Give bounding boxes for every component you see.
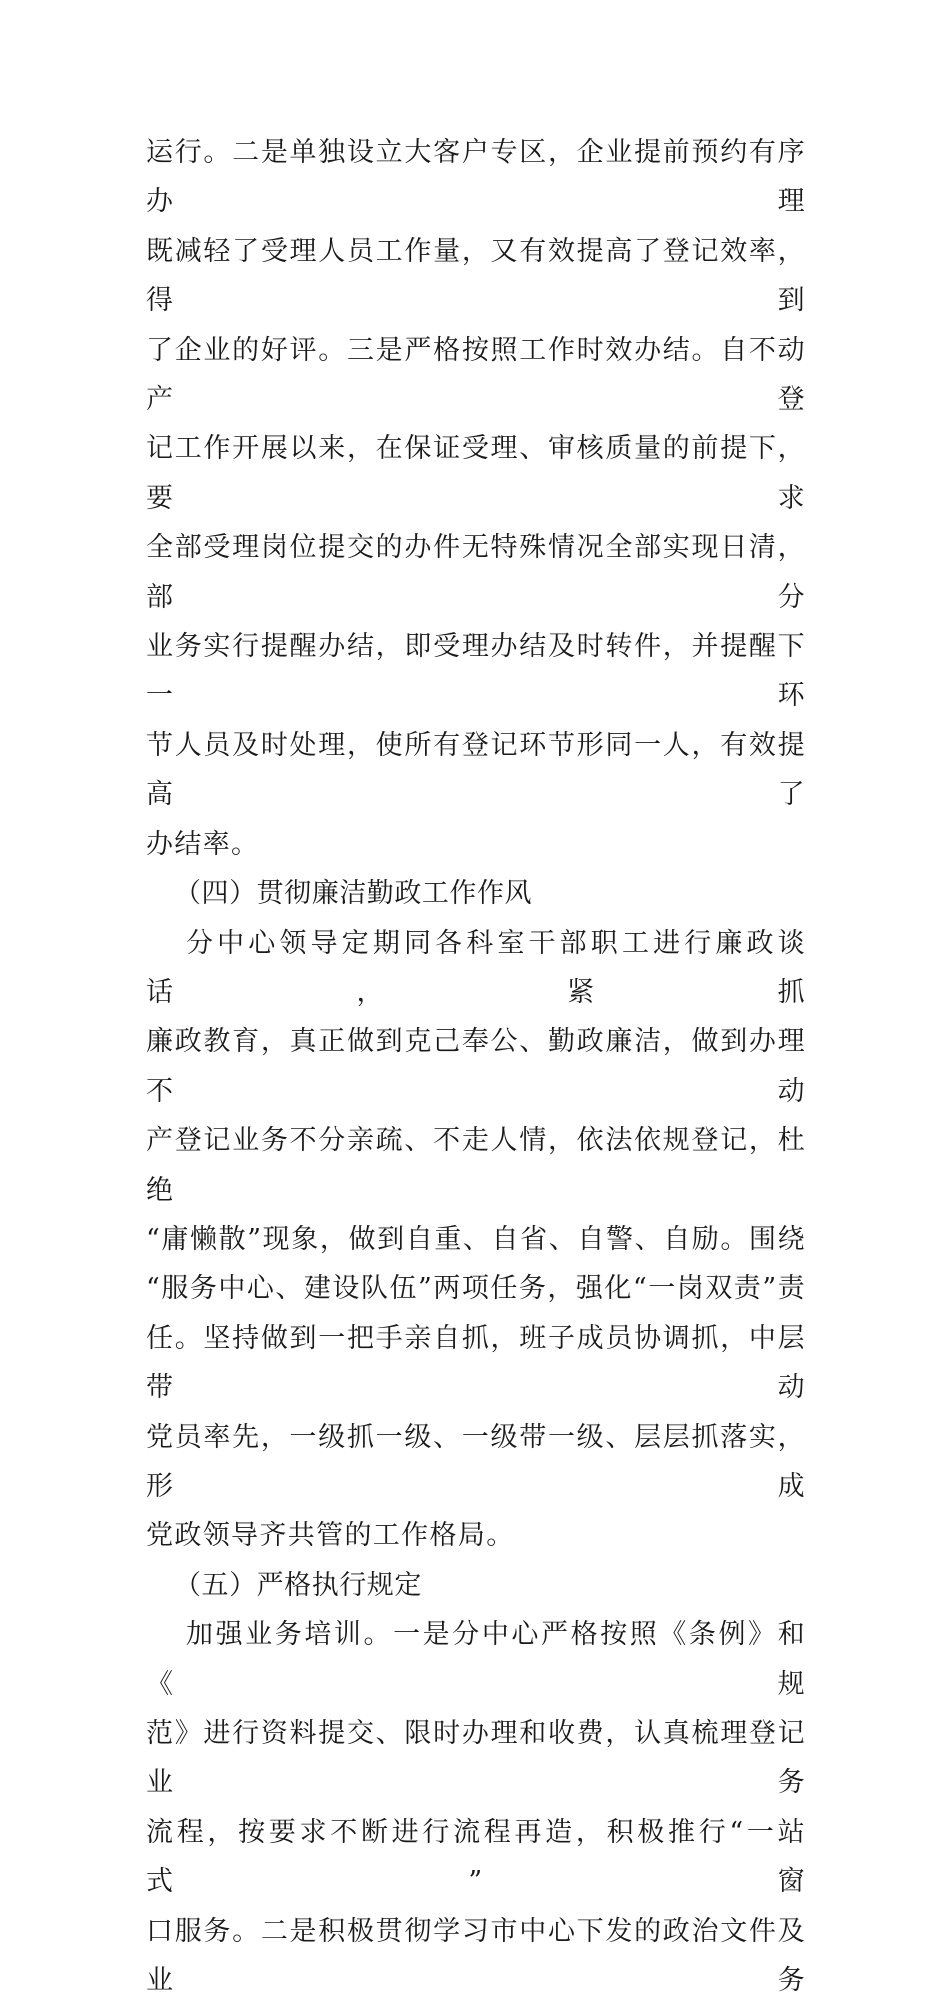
text-line: 廉政教育，真正做到克己奉公、勤政廉洁，做到办理不动: [146, 1026, 806, 1107]
section-heading: （五）严格执行规定: [174, 1569, 422, 1601]
text-line: 既减轻了受理人员工作量，又有效提高了登记效率，得到: [146, 235, 806, 317]
text-line: 流程，按要求不断进行流程再造，积极推行“一站式”窗: [146, 1816, 806, 1898]
text-line: 范》进行资料提交、限时办理和收费，认真梳理登记业务: [146, 1718, 806, 1799]
text-line: 办结率。: [146, 828, 260, 860]
text-line: 全部受理岗位提交的办件无特殊情况全部实现日清，部分: [146, 532, 806, 613]
text-line: 了企业的好评。三是严格按照工作时效办结。自不动产登: [146, 334, 806, 416]
text-line: 业务实行提醒办结，即受理办结及时转件，并提醒下一环: [146, 631, 806, 712]
text-line: 运行。二是单独设立大客户专区，企业提前预约有序办理: [146, 137, 806, 218]
text-line: 节人员及时处理，使所有登记环节形同一人，有效提高了: [146, 729, 806, 811]
text-line: 党员率先，一级抓一级、一级带一级、层层抓落实，形成: [146, 1421, 806, 1502]
text-line: 党政领导齐共管的工作格局。: [146, 1520, 515, 1552]
text-line: 记工作开展以来，在保证受理、审核质量的前提下，要求: [146, 433, 806, 514]
text-line: 任。坚持做到一把手亲自抓，班子成员协调抓，中层带动: [146, 1322, 806, 1404]
section-heading: （四）贯彻廉洁勤政工作作风: [174, 878, 533, 910]
text-line: “服务中心、建设队伍”两项任务，强化“一岗双责”责: [146, 1273, 806, 1305]
text-line: 加强业务培训。一是分中心严格按照《条例》和《规: [146, 1619, 806, 1700]
text-line: “庸懒散”现象，做到自重、自省、自警、自励。围绕: [146, 1223, 806, 1255]
document-body: [146, 128, 806, 2005]
text-line: 分中心领导定期同各科室干部职工进行廉政谈话，紧抓: [146, 927, 806, 1008]
text-line: 产登记业务不分亲疏、不走人情，依法依规登记，杜绝: [146, 1125, 806, 1206]
text-line: 口服务。二是积极贯彻学习市中心下发的政治文件及业务: [146, 1915, 806, 1997]
